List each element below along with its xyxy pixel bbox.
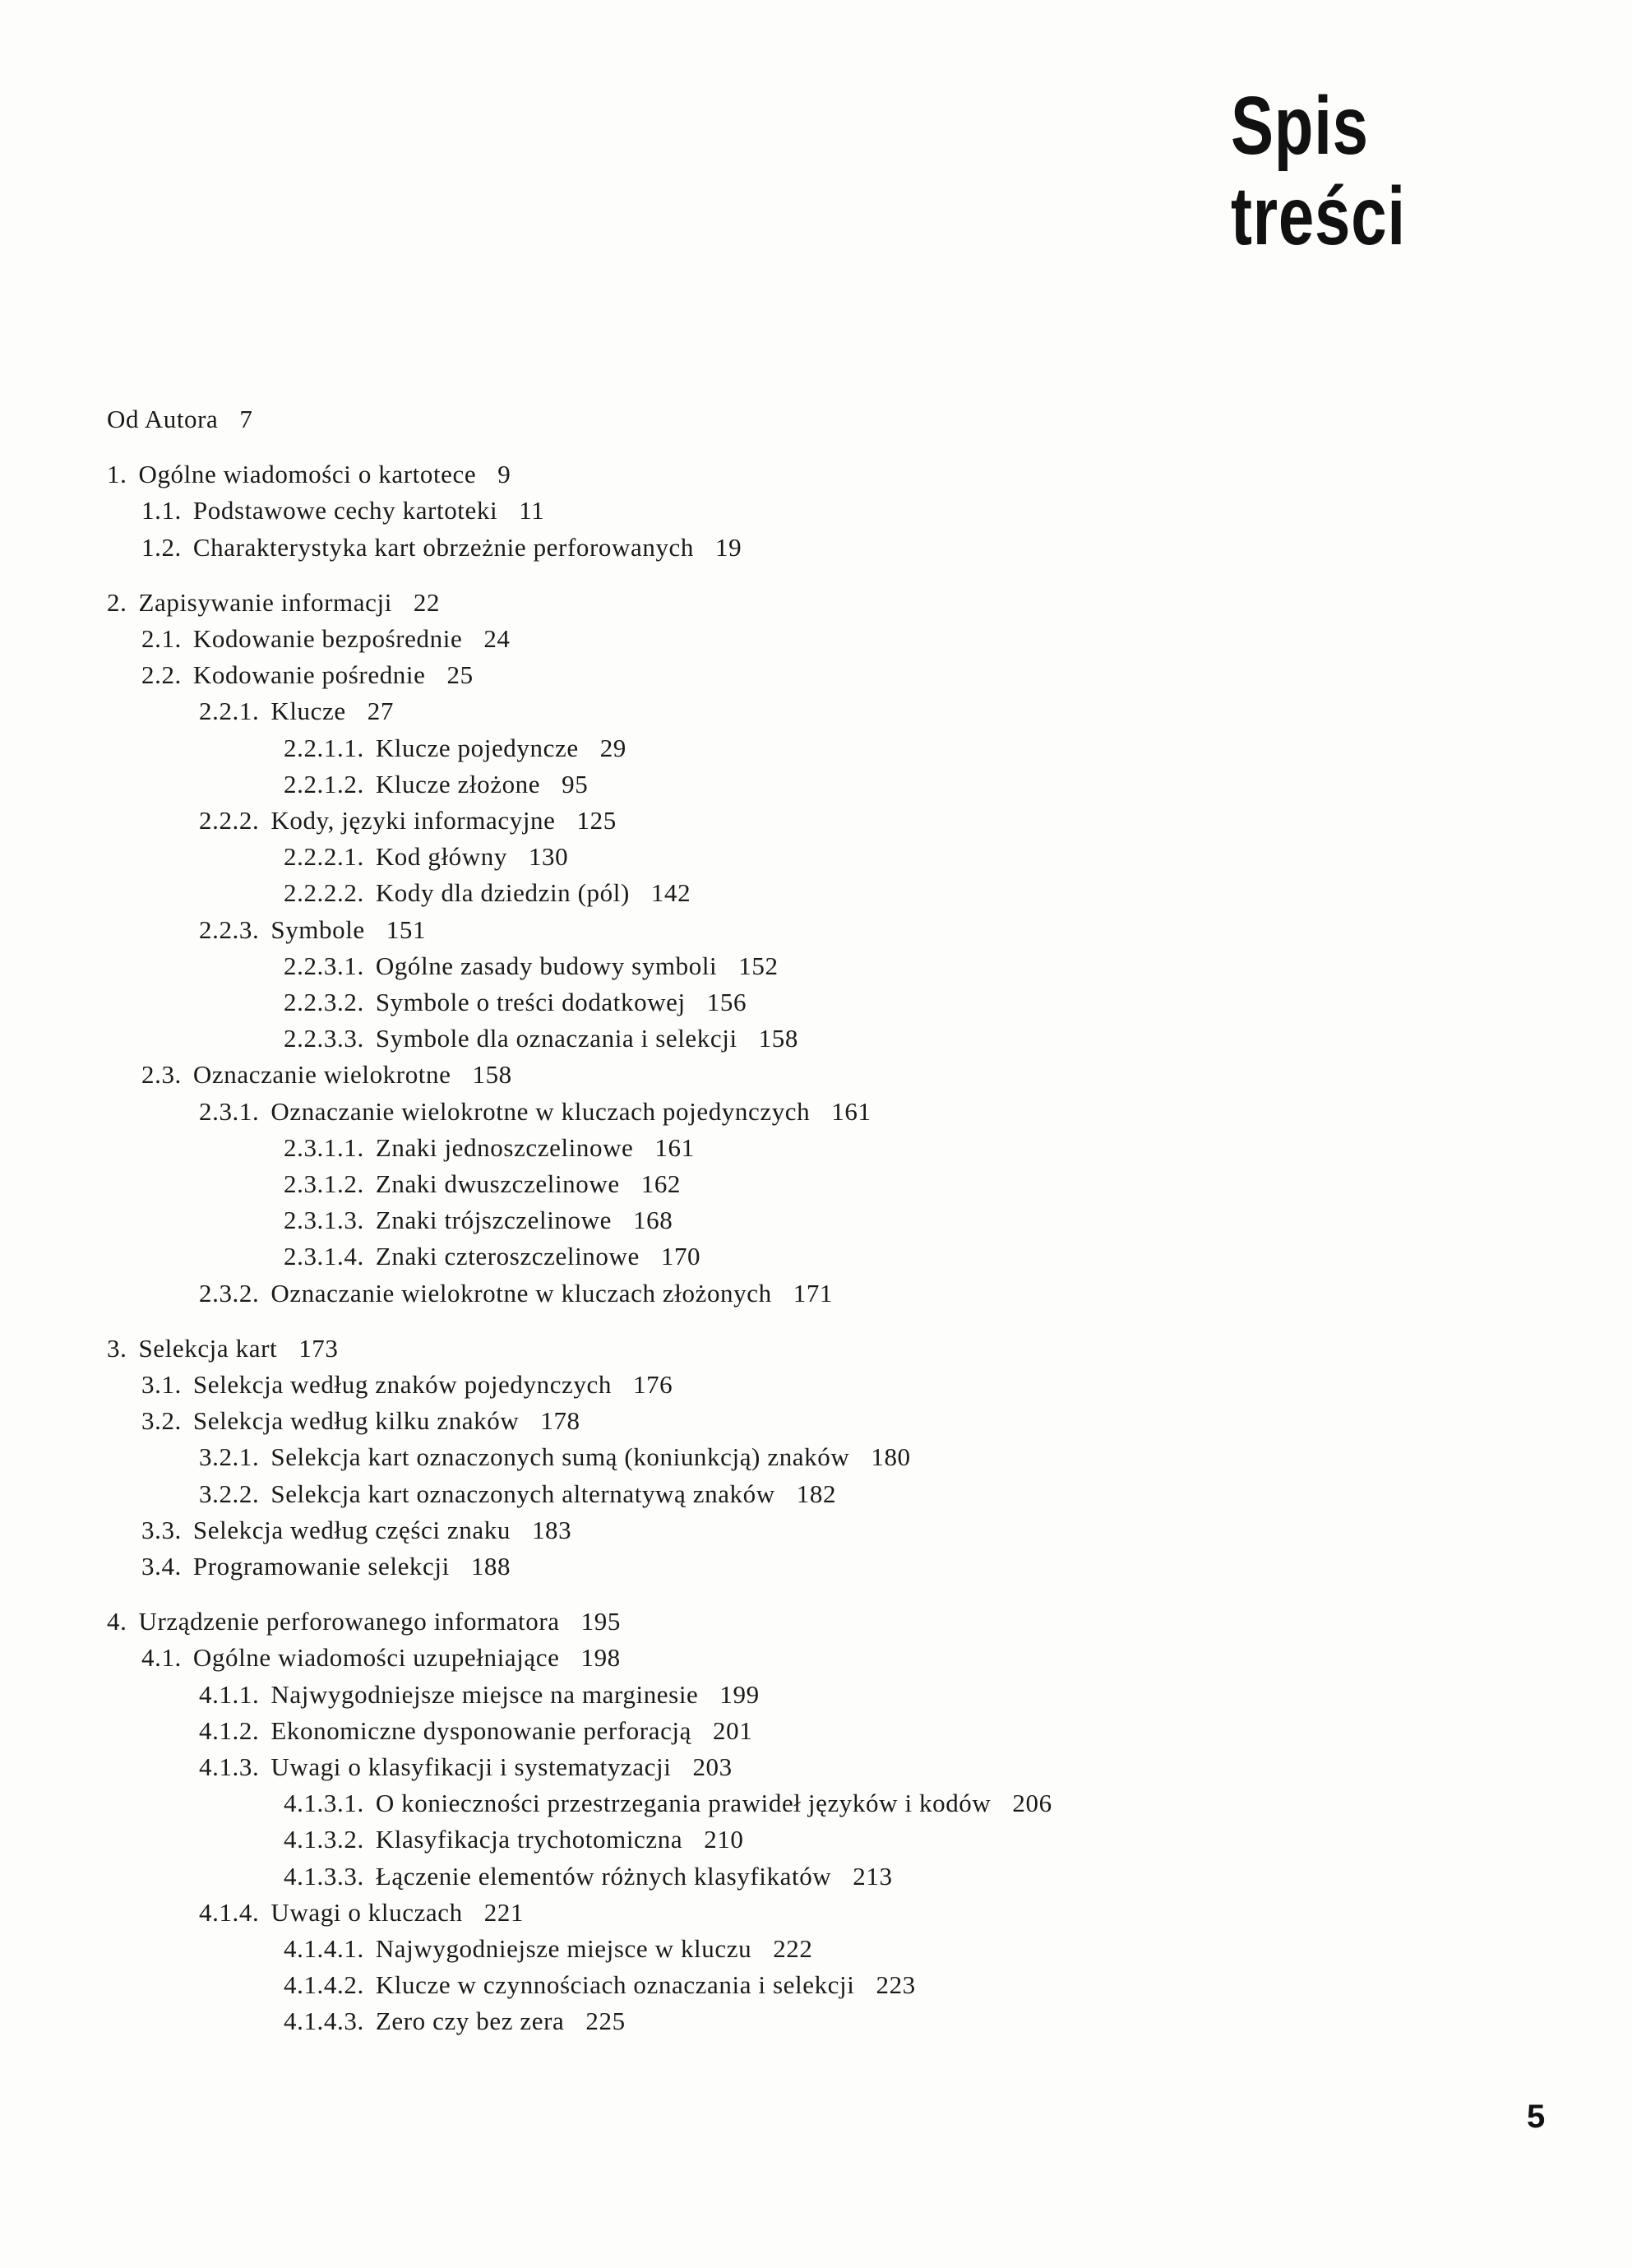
- toc-entry: [199, 1095, 871, 1128]
- toc-entry: [284, 1240, 700, 1273]
- toc-entry-number: 2.3.1.4.: [284, 1242, 364, 1271]
- toc-entry-page: 176: [632, 1370, 673, 1399]
- toc-entry: [199, 914, 426, 947]
- toc-entry: [284, 1132, 695, 1164]
- toc-entry: [141, 623, 511, 655]
- toc-entry-number: 3.2.1.: [199, 1442, 260, 1471]
- toc-entry-page: 9: [497, 460, 511, 488]
- toc-entry: [107, 1332, 339, 1365]
- toc-entry-page: 222: [773, 1934, 813, 1963]
- toc-entry: [141, 1058, 512, 1091]
- toc-entry-page: 221: [483, 1898, 525, 1927]
- toc-entry-number: 4.1.2.: [199, 1716, 260, 1745]
- toc-entry-title: Klucze w czynnościach oznaczania i selekcji: [375, 1970, 855, 1999]
- toc-entry-title: Selekcja kart oznaczonych sumą (koniunkcją) znaków: [270, 1442, 850, 1471]
- toc-entry-page: 162: [640, 1169, 682, 1198]
- toc-entry-page: 213: [853, 1862, 893, 1891]
- toc-entry-number: 1.1.: [141, 496, 182, 525]
- toc-entry-page: 7: [239, 405, 253, 433]
- toc-entry-title: Kodowanie pośrednie: [192, 660, 426, 689]
- toc-entry-title: Ekonomiczne dysponowanie perforacją: [270, 1716, 692, 1745]
- toc-entry-number: 2.1.: [141, 624, 182, 653]
- toc-entry: [141, 1641, 621, 1674]
- toc-entry-number: 4.1.: [141, 1643, 182, 1672]
- toc-entry-title: Kodowanie bezpośrednie: [192, 624, 463, 653]
- toc-entry-title: Klucze: [270, 697, 346, 725]
- toc-entry: [199, 1715, 752, 1747]
- toc-entry-title: Uwagi o kluczach: [270, 1898, 463, 1927]
- toc-entry: [284, 732, 626, 765]
- toc-entry: [141, 1405, 580, 1437]
- toc-entry-page: 19: [715, 533, 742, 562]
- toc-entry-title: Oznaczanie wielokrotne: [192, 1060, 451, 1089]
- toc-entry: [284, 1787, 1052, 1820]
- toc-entry: [199, 1478, 836, 1511]
- toc-entry-page: 171: [793, 1279, 834, 1308]
- toc-entry-page: 195: [580, 1607, 621, 1636]
- toc-entry: [284, 1860, 893, 1893]
- toc-entry-title: Najwygodniejsze miejsce w kluczu: [375, 1934, 752, 1963]
- toc-entry-title: Oznaczanie wielokrotne w kluczach złożonych: [270, 1279, 772, 1308]
- toc-entry-page: 125: [576, 806, 617, 835]
- toc-entry-number: 2.3.1.1.: [284, 1133, 364, 1162]
- toc-entry-page: 199: [719, 1680, 760, 1709]
- toc-entry-page: 161: [831, 1097, 871, 1126]
- toc-entry-number: 2.2.1.2.: [284, 770, 364, 798]
- toc-entry-number: 4.1.3.2.: [284, 1825, 364, 1854]
- toc-entry-page: 24: [483, 624, 511, 653]
- toc-entry-title: Zapisywanie informacji: [138, 588, 392, 617]
- toc-entry: [284, 1823, 744, 1856]
- toc-entry-title: Ogólne wiadomości o kartotece: [138, 460, 477, 488]
- toc-entry-page: 11: [519, 496, 545, 525]
- toc-entry-number: 4.1.4.3.: [284, 2006, 364, 2035]
- toc-entry-number: 2.: [107, 588, 127, 617]
- toc-entry: [141, 1514, 571, 1547]
- toc-entry-page: 158: [758, 1024, 798, 1053]
- toc-entry: [284, 840, 568, 873]
- toc-entry-title: Kody, języki informacyjne: [270, 806, 556, 835]
- toc-entry: [199, 695, 394, 728]
- toc-entry-page: 180: [871, 1442, 911, 1471]
- toc-entry-page: 95: [562, 770, 589, 798]
- toc-entry-number: 4.1.3.: [199, 1752, 260, 1781]
- toc-entry-page: 178: [540, 1406, 580, 1435]
- toc-entry-number: 4.1.1.: [199, 1680, 260, 1709]
- toc-entry-page: 161: [654, 1133, 695, 1162]
- toc-entry-page: 203: [692, 1752, 733, 1781]
- toc-entry-title: Oznaczanie wielokrotne w kluczach pojedynczych: [270, 1097, 811, 1126]
- toc-entry: [284, 877, 691, 910]
- toc-entry-page: 142: [650, 878, 691, 907]
- toc-entry-number: 3.2.: [141, 1406, 182, 1435]
- toc-entry-number: 1.: [107, 460, 127, 488]
- toc-entry: [199, 1896, 524, 1929]
- toc-entry-number: 2.2.: [141, 660, 182, 689]
- toc-entry-number: 3.3.: [141, 1516, 182, 1544]
- toc-entry: [199, 804, 617, 837]
- toc-entry-title: Selekcja kart: [138, 1334, 278, 1363]
- toc-entry-number: 2.2.1.: [199, 697, 260, 725]
- toc-entry-number: 2.2.2.: [199, 806, 260, 835]
- toc-entry-page: 210: [704, 1825, 744, 1854]
- toc-entry-number: 1.2.: [141, 533, 182, 562]
- page-number: 5: [1527, 2099, 1546, 2135]
- toc-entry-page: 156: [706, 988, 747, 1016]
- toc-entry-number: 2.3.1.: [199, 1097, 260, 1126]
- toc-entry-number: 3.1.: [141, 1370, 182, 1399]
- page-title-line-2: treści: [1231, 170, 1406, 262]
- toc-entry: [284, 1204, 673, 1237]
- toc-entry: [199, 1751, 733, 1784]
- toc-entry-title: Podstawowe cechy kartoteki: [192, 496, 498, 525]
- toc-entry-page: 198: [580, 1643, 621, 1672]
- toc-entry: [284, 986, 747, 1019]
- toc-entry-title: Symbole: [270, 915, 365, 944]
- toc-entry-title: Urządzenie perforowanego informatora: [138, 1607, 560, 1636]
- toc-entry-title: Uwagi o klasyfikacji i systematyzacji: [270, 1752, 672, 1781]
- page-title-line-1: Spis: [1231, 80, 1369, 172]
- toc-entry-page: 151: [386, 915, 427, 944]
- toc-entry-page: 25: [446, 660, 474, 689]
- toc-entry-page: 201: [713, 1716, 753, 1745]
- toc-entry-title: Łączenie elementów różnych klasyfikatów: [375, 1862, 832, 1891]
- toc-entry: [141, 531, 742, 564]
- toc-entry-title: Klucze pojedyncze: [375, 734, 579, 762]
- toc-entry: [199, 1277, 833, 1310]
- toc-entry-number: 2.3.1.2.: [284, 1169, 364, 1198]
- toc-entry: [107, 586, 440, 619]
- toc-entry-title: Programowanie selekcji: [192, 1552, 450, 1581]
- toc-entry-title: Znaki dwuszczelinowe: [375, 1169, 620, 1198]
- toc-entry-number: 2.2.2.2.: [284, 878, 364, 907]
- toc-entry: [107, 403, 253, 436]
- toc-entry-page: 188: [470, 1552, 511, 1581]
- toc-entry: [141, 659, 474, 692]
- toc-entry-title: Od Autora: [107, 405, 219, 433]
- toc-entry-number: 4.1.4.1.: [284, 1934, 364, 1963]
- toc-entry-title: Ogólne zasady budowy symboli: [375, 951, 718, 980]
- toc-entry-page: 27: [367, 697, 394, 725]
- toc-entry-title: Znaki czteroszczelinowe: [375, 1242, 640, 1271]
- toc-entry-title: Klucze złożone: [375, 770, 541, 798]
- toc-entry: [107, 1605, 621, 1638]
- toc-entry-number: 2.3.: [141, 1060, 182, 1089]
- toc-entry: [284, 950, 779, 983]
- toc-entry-page: 130: [528, 842, 569, 871]
- toc-entry-title: Symbole o treści dodatkowej: [375, 988, 686, 1016]
- toc-entry-title: Charakterystyka kart obrzeżnie perforowanych: [192, 533, 695, 562]
- toc-entry-number: 4.: [107, 1607, 127, 1636]
- toc-entry: [284, 2005, 626, 2038]
- toc-entry: [107, 458, 511, 491]
- toc-entry: [199, 1441, 911, 1474]
- toc-entry: [284, 1022, 798, 1055]
- toc-entry-number: 3.2.2.: [199, 1479, 260, 1508]
- toc-entry: [284, 1932, 813, 1965]
- toc-entry: [199, 1678, 760, 1711]
- toc-entry-title: Ogólne wiadomości uzupełniające: [192, 1643, 560, 1672]
- toc-entry: [141, 1368, 673, 1401]
- toc-entry-number: 4.1.4.2.: [284, 1970, 364, 1999]
- toc-entry-number: 2.2.2.1.: [284, 842, 364, 871]
- toc-entry-number: 3.: [107, 1334, 127, 1363]
- toc-entry-number: 4.1.4.: [199, 1898, 260, 1927]
- toc-entry-title: Zero czy bez zera: [375, 2006, 565, 2035]
- toc-entry-number: 4.1.3.3.: [284, 1862, 364, 1891]
- toc-entry-title: Symbole dla oznaczania i selekcji: [375, 1024, 737, 1053]
- toc-entry: [284, 1168, 681, 1201]
- toc-entry-page: 170: [660, 1242, 701, 1271]
- toc-entry-page: 158: [472, 1060, 512, 1089]
- toc-entry-number: 2.3.1.3.: [284, 1206, 364, 1234]
- toc-entry-page: 206: [1012, 1789, 1052, 1817]
- toc-entry-page: 168: [633, 1206, 673, 1234]
- toc-entry-number: 2.3.2.: [199, 1279, 260, 1308]
- toc-entry-title: Selekcja kart oznaczonych alternatywą znaków: [270, 1479, 775, 1508]
- toc-entry: [284, 1969, 916, 2002]
- toc-entry-title: Kod główny: [375, 842, 507, 871]
- toc-entry-number: 2.2.3.1.: [284, 951, 364, 980]
- toc-entry-page: 225: [585, 2006, 626, 2035]
- toc-entry-title: Klasyfikacja trychotomiczna: [375, 1825, 683, 1854]
- toc-entry-title: Znaki trójszczelinowe: [375, 1206, 612, 1234]
- toc-entry-page: 182: [796, 1479, 837, 1508]
- toc-entry-number: 3.4.: [141, 1552, 182, 1581]
- toc-entry-number: 2.2.3.2.: [284, 988, 364, 1016]
- toc-entry-title: Kody dla dziedzin (pól): [375, 878, 630, 907]
- toc-entry-page: 152: [738, 951, 779, 980]
- toc-entry-title: Znaki jednoszczelinowe: [375, 1133, 634, 1162]
- toc-entry-number: 2.2.3.3.: [284, 1024, 364, 1053]
- toc-entry-page: 173: [298, 1334, 339, 1363]
- toc-entry-page: 29: [599, 734, 626, 762]
- toc-entry-number: 2.2.3.: [199, 915, 260, 944]
- toc-entry-title: Selekcja według części znaku: [192, 1516, 511, 1544]
- toc-entry-title: Selekcja według znaków pojedynczych: [192, 1370, 612, 1399]
- toc-entry: [141, 1550, 511, 1583]
- toc-entry-number: 4.1.3.1.: [284, 1789, 364, 1817]
- toc-entry-title: Selekcja według kilku znaków: [192, 1406, 520, 1435]
- toc-entry: [141, 494, 544, 527]
- toc-entry-number: 2.2.1.1.: [284, 734, 364, 762]
- toc-entry-page: 183: [531, 1516, 572, 1544]
- toc-entry: [284, 768, 588, 801]
- toc-entry-page: 22: [413, 588, 441, 617]
- toc-entry-page: 223: [876, 1970, 916, 1999]
- toc-entry-title: Najwygodniejsze miejsce na marginesie: [270, 1680, 699, 1709]
- toc-entry-title: O konieczności przestrzegania prawideł języków i kodów: [375, 1789, 992, 1817]
